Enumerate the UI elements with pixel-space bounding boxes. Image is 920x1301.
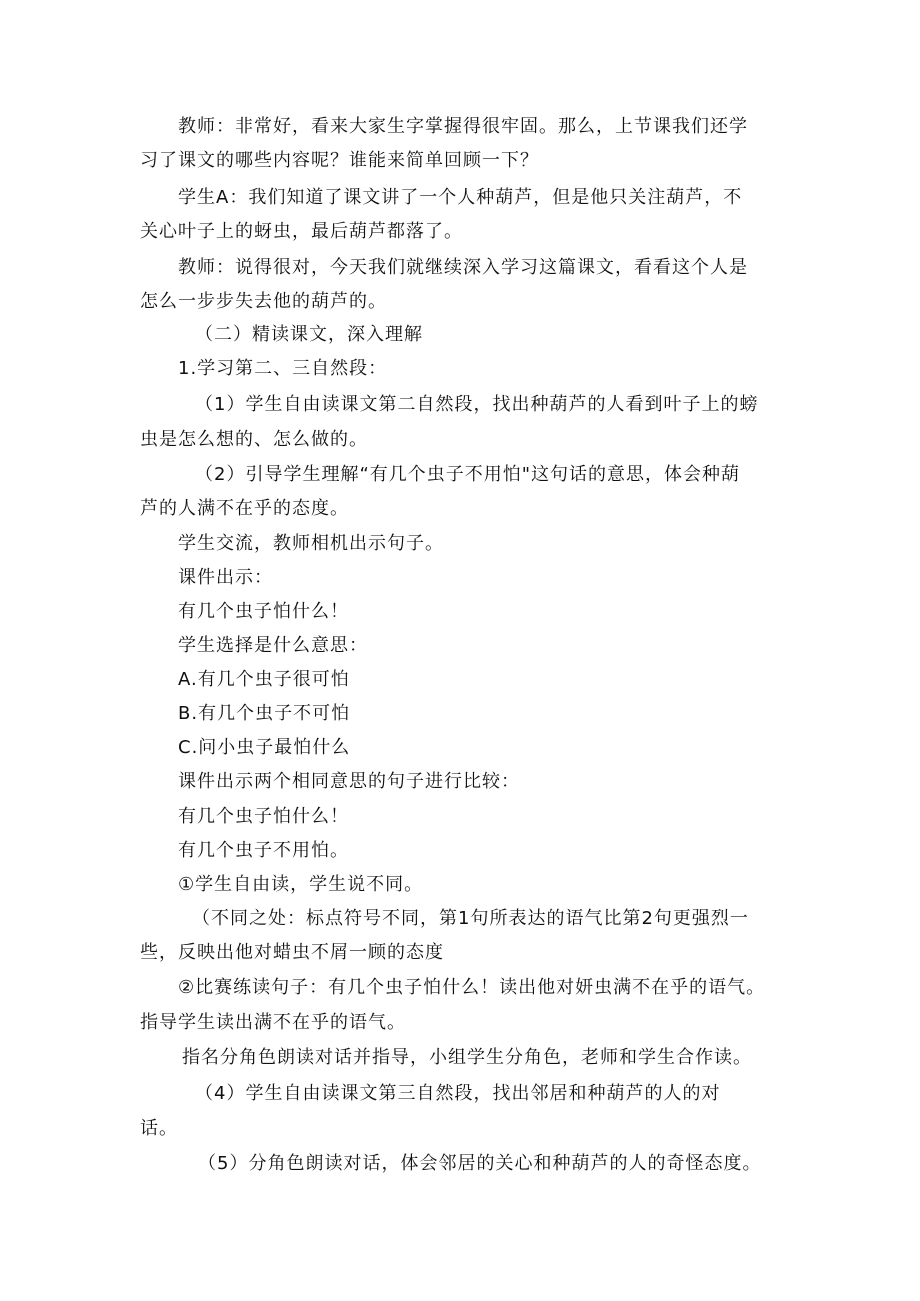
subsection-heading: 1.学习第二、三自然段： — [178, 358, 388, 379]
text-line: 有几个虫子怕什么！ — [178, 601, 349, 622]
text-line: 有几个虫子不用怕。 — [178, 840, 349, 861]
text-line: 学生交流，教师相机出示句子。 — [178, 533, 444, 554]
text-line: 学生A：我们知道了课文讲了一个人种葫芦，但是他只关注葫芦，不 — [178, 187, 743, 208]
text-line: 芦的人满不在乎的态度。 — [140, 498, 349, 519]
text-line: 话。 — [140, 1118, 178, 1139]
text-line: ②比赛练读句子：有几个虫子怕什么！读出他对妍虫满不在乎的语气。 — [178, 977, 766, 998]
option-c: C.问小虫子最怕什么 — [178, 737, 351, 758]
section-heading: （二）精读课文，深入理解 — [195, 324, 423, 345]
text-line: 学生选择是什么意思： — [178, 635, 368, 656]
option-a: A.有几个虫子很可怕 — [178, 669, 350, 690]
option-b: B.有几个虫子不可怕 — [178, 703, 351, 724]
text-line: 教师：说得很对，今天我们就继续深入学习这篇课文，看看这个人是 — [178, 257, 748, 278]
text-line: 有几个虫子怕什么！ — [178, 806, 349, 827]
text-line: 怎么一步步失去他的葫芦的。 — [140, 291, 387, 312]
text-line: （5）分角色朗读对话，体会邻居的关心和种葫芦的人的奇怪态度。 — [198, 1153, 762, 1174]
text-line: 指导学生读出满不在乎的语气。 — [140, 1012, 406, 1033]
text-line: 习了课文的哪些内容呢？谁能来简单回顾一下？ — [140, 150, 539, 171]
text-line: 关心叶子上的蚜虫，最后葫芦都落了。 — [140, 221, 463, 242]
text-line: ①学生自由读，学生说不同。 — [178, 874, 424, 895]
text-line: （4）学生自由读课文第三自然段，找出邻居和种葫芦的人的对 — [195, 1083, 721, 1104]
text-line: 些，反映出他对蜡虫不屑一顾的态度 — [140, 942, 444, 963]
text-line: 课件出示： — [178, 567, 273, 588]
text-line: 课件出示两个相同意思的句子进行比较： — [178, 771, 520, 792]
text-line: （2）引导学生理解“有几个虫子不用怕"这句话的意思，体会种葫 — [195, 464, 741, 485]
text-line: 教师：非常好，看来大家生字掌握得很牢固。那么，上节课我们还学 — [178, 116, 748, 137]
text-line: （1）学生自由读课文第二自然段，找出种葫芦的人看到叶子上的螃 — [195, 394, 759, 415]
text-line: 虫是怎么想的、怎么做的。 — [140, 429, 368, 450]
text-line: （不同之处：标点符号不同，第1句所表达的语气比第2句更强烈一 — [192, 908, 749, 929]
text-line: 指名分角色朗读对话并指导，小组学生分角色，老师和学生合作读。 — [182, 1047, 752, 1068]
